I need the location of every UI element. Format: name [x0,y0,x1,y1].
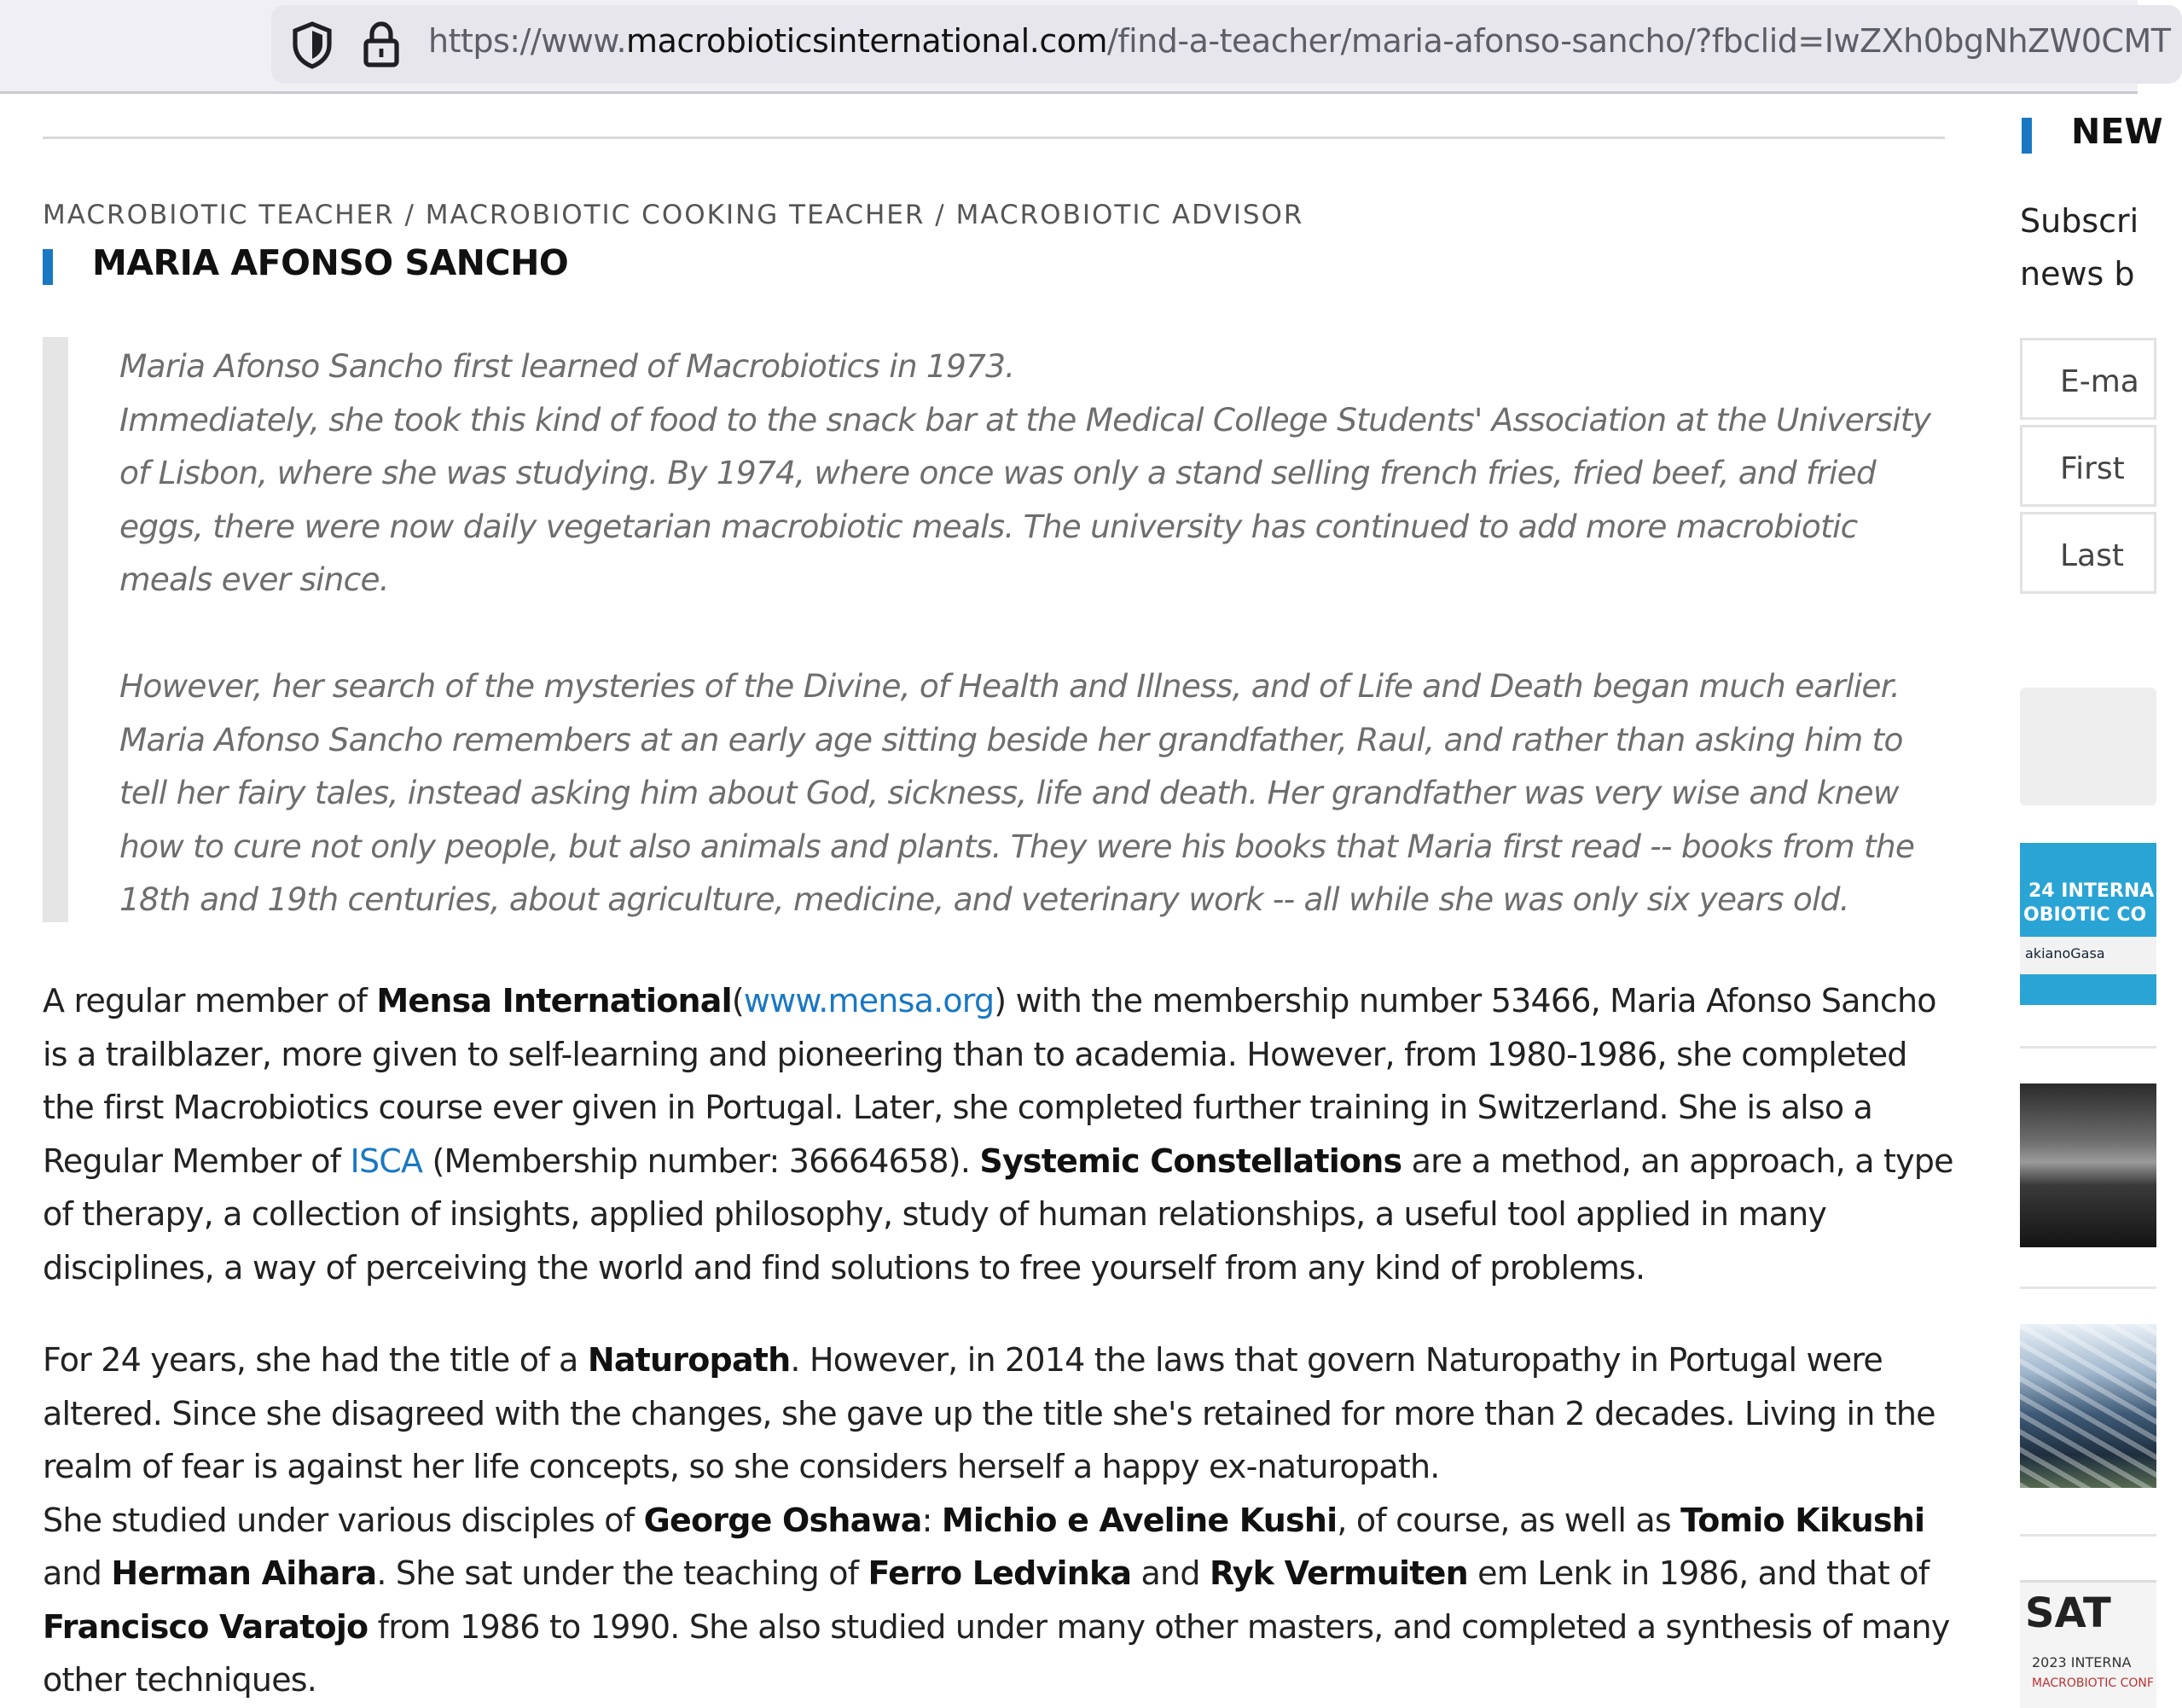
news-thumbnail-sea[interactable] [2020,1324,2156,1488]
sidebar-newsletter-subtitle [2020,195,2138,300]
thumb-line-3: MACROBIOTIC CONF [2032,1676,2154,1690]
news-thumbnail-conference[interactable] [2020,1580,2156,1708]
quote-line-1: Maria Afonso Sancho first learned of Macrobiotics in 1973. [119,347,1015,385]
subtitle-line-2: news b [2020,255,2135,293]
sidebar-newsletter-title: NEW [2071,111,2163,152]
sidebar-divider [2020,1534,2156,1537]
content-top-divider [43,137,1945,139]
text-run: She studied under various disciples of [43,1501,644,1539]
text-run: (Membership number: 36664658). [422,1142,980,1180]
text-run: and [1131,1554,1210,1592]
text-run: from 1986 to 1990. She also studied under many other masters, and completed a synthesis of many other techniques. [43,1607,1950,1699]
intro-blockquote [119,340,1953,927]
isca-link[interactable]: ISCA [350,1142,423,1180]
tomio-kikushi: Tomio Kikushi [1680,1501,1925,1539]
mensa-link[interactable]: www.mensa.org [743,982,995,1020]
systemic-constellations: Systemic Constellations [979,1142,1402,1180]
bio-paragraph-2 [43,1333,1953,1707]
banner-line-3: akianoGasa [2020,937,2156,974]
ryk-vermuiten: Ryk Vermuiten [1209,1554,1468,1592]
url-path: /find-a-teacher/maria-afonso-sancho/?fbclid=IwZXh0bgNhZW0CMT [1106,22,2171,60]
email-field[interactable]: E-ma [2020,338,2156,420]
teacher-categories: MACROBIOTIC TEACHER / MACROBIOTIC COOKING TEACHER / MACROBIOTIC ADVISOR [43,200,1304,230]
banner-line-1: 24 INTERNA [2028,880,2155,902]
text-run: . She sat under the teaching of [376,1554,868,1592]
quote-paragraph-1: Immediately, she took this kind of food to the snack bar at the Medical College Students' Association at the University of Lisbon, where she was studying. By 1974, where once was only a stand selling french fries, fried beef, and fried eggs, there were now daily vegetarian macrobiotic meals. The university has continued to add more macrobiotic meals ever since. [119,400,1931,598]
text-run: are a method, an approach, a type of therapy, a collection of insights, applied philosophy, study of human relationships, a useful tool applied in many disciplines, a way of perceiving the world and find solutions to free yourself from any kind of problems. [43,1142,1953,1287]
banner-line-2: OBIOTIC CO [2023,904,2147,926]
text-run: em Lenk in 1986, and that of [1467,1554,1930,1592]
subtitle-line-1: Subscri [2020,202,2139,240]
francisco-varatojo: Francisco Varatojo [43,1607,369,1646]
text-run: ( [731,982,744,1020]
page-title: MARIA AFONSO SANCHO [92,242,569,283]
quote-paragraph-2: However, her search of the mysteries of the Divine, of Health and Illness, and of Life and Death began much earlier. Maria Afonso Sancho remembers at an early age sitting beside her grandfather, Raul, and rather than asking him to tell her fairy tales, instead asking him about God, sickness, life and death. Her grandfather was very wise and knew how to cure not only people, but also animals and plants. They were his books that Maria first read -- books from the 18th and 19th centuries, about agriculture, medicine, and veterinary work -- all while she was only six years old. [119,667,1915,918]
shield-icon[interactable] [290,20,334,70]
ferro-ledvinka: Ferro Ledvinka [868,1554,1132,1592]
conference-banner[interactable] [2020,843,2156,1005]
george-oshawa: George Oshawa [643,1501,922,1539]
last-name-field[interactable]: Last [2020,512,2156,594]
michio-aveline-kushi: Michio e Aveline Kushi [941,1501,1338,1539]
naturopath-bold: Naturopath [587,1341,791,1379]
news-thumbnail-landscape[interactable] [2020,1083,2156,1247]
sidebar-divider [2020,1287,2156,1289]
url-text[interactable] [428,22,2170,60]
text-run: and [43,1554,112,1592]
text-run: ) with the membership number 53466, Maria Afonso Sancho is a trailblazer, more given to self-learning and pioneering than to academia. However, from 1980-1986, she completed the first Macrobiotics course ever given in Portugal. Later, she completed further training in Switzerland. She is also a Regular Member of [43,982,1936,1180]
title-accent-bar [43,249,53,285]
sidebar-title-accent [2022,118,2032,154]
text-run: : [921,1501,942,1539]
first-name-field[interactable]: First [2020,425,2156,507]
browser-toolbar [0,0,2171,94]
url-domain: macrobioticsinternational.com [626,22,1107,60]
subscribe-button[interactable] [2020,688,2156,805]
text-run: . However, in 2014 the laws that govern Naturopathy in Portugal were altered. Since she disagreed with the changes, she gave up the title she's retained for more than 2 decades. Living in the realm of fear is against her life concepts, so she considers herself a happy ex-naturopath. [43,1341,1935,1485]
bio-paragraph-1 [43,974,1953,1294]
text-run: For 24 years, she had the title of a [43,1341,588,1379]
blockquote-bar [43,337,68,922]
text-run: A regular member of [43,982,377,1020]
lock-icon[interactable] [360,19,403,70]
thumb-line-2: 2023 INTERNA [2032,1654,2132,1670]
text-run: , of course, as well as [1337,1501,1681,1539]
mensa-name: Mensa International [376,982,732,1020]
herman-aihara: Herman Aihara [111,1554,377,1592]
sidebar-divider [2020,1046,2156,1049]
thumb-heading: SAT [2025,1589,2111,1637]
url-prefix: https://www. [428,22,627,60]
